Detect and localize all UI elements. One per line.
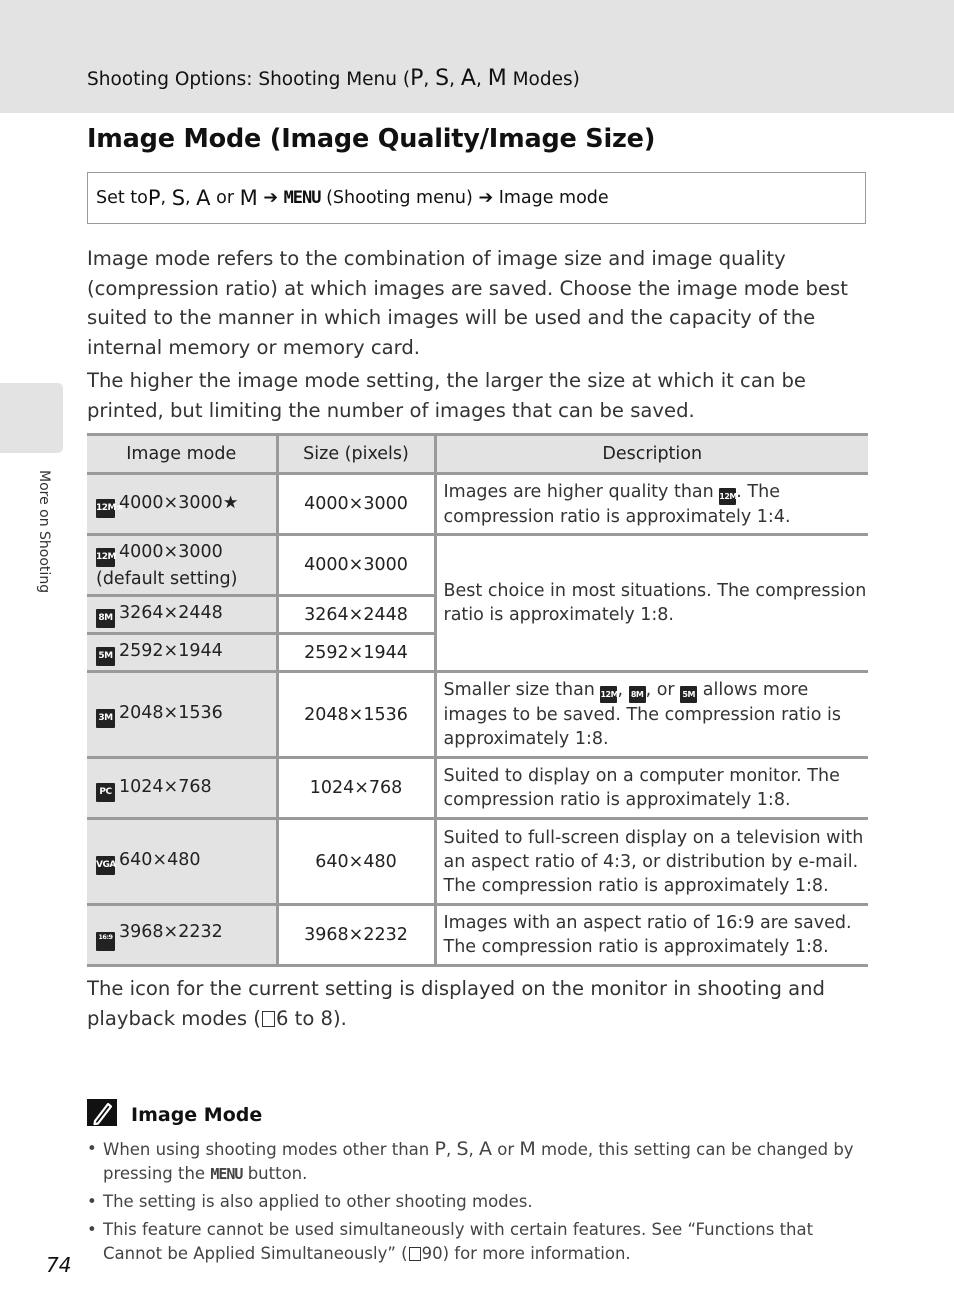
- description-cell: Suited to full-screen display on a television with an aspect ratio of 4:3, or distribution by e-mail. The compression ratio is approximately 1:8.: [435, 819, 868, 905]
- table-header-row: [87, 435, 868, 474]
- after-table-paragraph: The icon for the current setting is displayed on the monitor in shooting and playback modes ( 6 to 8).: [87, 977, 825, 1030]
- column-header-size: Size (pixels): [277, 435, 435, 474]
- intro-paragraph-1: Image mode refers to the combination of image size and image quality (compression ratio) at which images are saved. Choose the image mode best suited to the manner in which images will be used and the capacity of the internal memory or memory card.: [87, 247, 848, 360]
- mode-cell: PC 1024×768: [87, 758, 277, 819]
- size-cell: 3264×2448: [277, 596, 435, 634]
- mode-cell: 8M 3264×2448: [87, 596, 277, 634]
- size-cell: 2592×1944: [277, 634, 435, 672]
- image-mode-12m-fine-icon: 12M★: [96, 499, 115, 518]
- size-cell: 3968×2232: [277, 905, 435, 966]
- image-mode-5m-icon: 5M: [96, 647, 115, 666]
- mode-cell: 12M 4000×3000 (default setting): [87, 535, 277, 596]
- description-cell: Best choice in most situations. The compression ratio is approximately 1:8.: [435, 535, 868, 672]
- mode-cell: 5M 2592×1944: [87, 634, 277, 672]
- image-mode-8m-icon: 8M: [629, 686, 646, 703]
- list-item: • The setting is also applied to other shooting modes.: [87, 1190, 867, 1214]
- section-label: More on Shooting: [36, 470, 52, 594]
- image-mode-vga-icon: VGA: [96, 856, 115, 875]
- table-row: [87, 905, 868, 966]
- mode-cell: 16:9 3968×2232: [87, 905, 277, 966]
- size-cell: 4000×3000: [277, 535, 435, 596]
- mode-p-icon: P: [147, 186, 161, 210]
- size-cell: 4000×3000: [277, 474, 435, 535]
- arrow-icon: ➔: [478, 188, 494, 208]
- mode-cell: 3M 2048×1536: [87, 672, 277, 758]
- intro-paragraph-2: The higher the image mode setting, the larger the size at which it can be printed, but limiting the number of images that can be saved.: [87, 369, 806, 422]
- list-item: • This feature cannot be used simultaneously with certain features. See “Functions that Cannot be Applied Simultaneously” ( 90) for more information.: [87, 1218, 867, 1266]
- column-header-description: Description: [435, 435, 868, 474]
- size-cell: 1024×768: [277, 758, 435, 819]
- description-cell: Suited to display on a computer monitor. The compression ratio is approximately 1:8.: [435, 758, 868, 819]
- page-title: Image Mode (Image Quality/Image Size): [87, 124, 656, 154]
- image-mode-table: [87, 433, 868, 967]
- description-cell: Images are higher quality than 12M. The compression ratio is approximately 1:4.: [435, 474, 868, 535]
- menu-button-icon: MENU: [283, 188, 321, 208]
- mode-cell: 12M★4000×3000★: [87, 474, 277, 535]
- description-cell: Images with an aspect ratio of 16:9 are saved. The compression ratio is approximately 1:8.: [435, 905, 868, 966]
- header-band: [0, 0, 954, 113]
- image-mode-12m-icon: 12M: [600, 686, 617, 703]
- table-row: [87, 819, 868, 905]
- note-title: Image Mode: [131, 1104, 263, 1126]
- image-mode-pc-icon: PC: [96, 783, 115, 802]
- mode-s-icon: S: [171, 186, 186, 210]
- image-mode-16-9-icon: 16:9: [96, 932, 115, 951]
- table-row: [87, 474, 868, 535]
- image-mode-3m-icon: 3M: [96, 709, 115, 728]
- section-tab: [0, 383, 63, 453]
- page-reference-icon: [262, 1011, 275, 1027]
- column-header-image-mode: Image mode: [87, 435, 277, 474]
- list-item: • When using shooting modes other than P, S, A or M mode, this setting can be changed by pressing the MENU button.: [87, 1137, 867, 1186]
- table-row: [87, 758, 868, 819]
- table-row: [87, 672, 868, 758]
- mode-cell: VGA 640×480: [87, 819, 277, 905]
- page-number: 74: [46, 1253, 72, 1277]
- page-reference-icon: [409, 1247, 421, 1261]
- table-row: [87, 535, 868, 596]
- menu-path-box: Set to P , S , A or M ➔ MENU (Shooting menu) ➔ Image mode: [87, 172, 866, 224]
- image-mode-5m-icon: 5M: [680, 686, 697, 703]
- arrow-icon: ➔: [263, 188, 278, 208]
- note-list: [87, 1137, 867, 1270]
- breadcrumb: Shooting Options: Shooting Menu (P, S, A, M Modes): [87, 66, 580, 91]
- image-mode-8m-icon: 8M: [96, 609, 115, 628]
- pencil-note-icon: [87, 1099, 117, 1126]
- size-cell: 640×480: [277, 819, 435, 905]
- description-cell: Smaller size than 12M, 8M , or 5M allows more images to be saved. The compression ratio is approximately 1:8.: [435, 672, 868, 758]
- image-mode-12m-icon: 12M: [719, 488, 736, 505]
- menu-button-icon: MENU: [210, 1165, 243, 1183]
- size-cell: 2048×1536: [277, 672, 435, 758]
- mode-m-icon: M: [239, 186, 258, 210]
- mode-a-icon: A: [196, 186, 211, 210]
- image-mode-12m-icon: 12M: [96, 548, 115, 567]
